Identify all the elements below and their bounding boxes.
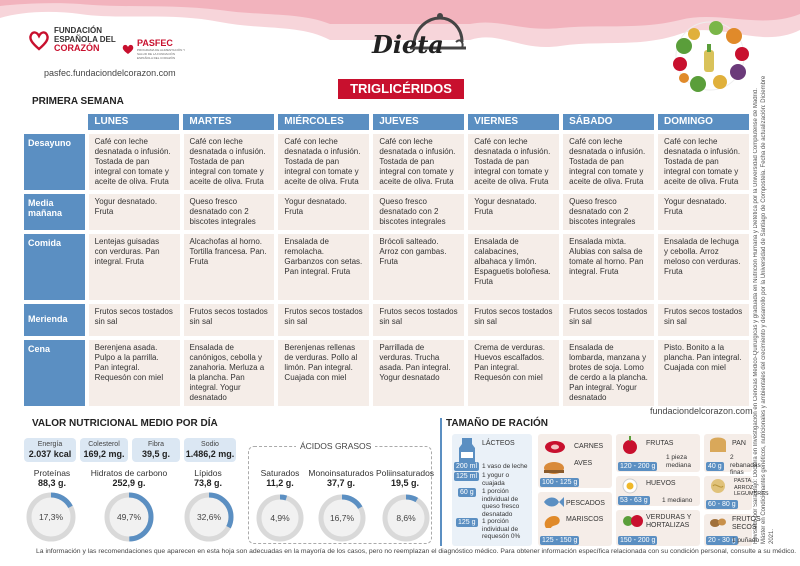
macro-label: Hidratos de carbono bbox=[90, 468, 168, 478]
donut-proteinas bbox=[26, 492, 76, 542]
bread-icon bbox=[708, 436, 728, 452]
racion-tag: 125 - 150 g bbox=[542, 537, 578, 544]
macro-value: 73,8 g. bbox=[193, 478, 222, 488]
racion-desc: 1 vaso de leche bbox=[482, 463, 528, 470]
macro-value: 88,3 g. bbox=[37, 478, 66, 488]
menu-cell: Lentejas guisadas con verduras. Pan integral. Fruta bbox=[89, 234, 180, 300]
racion-divider bbox=[440, 418, 442, 546]
apple-icon bbox=[622, 436, 638, 454]
macro-proteinas bbox=[22, 468, 82, 488]
racion-label: FRUTAS bbox=[646, 440, 674, 447]
racion-tag: 40 g bbox=[708, 463, 722, 470]
racion-tag: 60 - 80 g bbox=[708, 501, 736, 508]
racion-tag: 150 - 200 g bbox=[620, 537, 656, 544]
menu-cell: Yogur desnatado. Fruta bbox=[278, 194, 369, 230]
menu-cell: Frutos secos tostados sin sal bbox=[373, 304, 464, 336]
day-header: MIÉRCOLES bbox=[278, 114, 369, 130]
racion-title: TAMAÑO DE RACIÓN bbox=[446, 418, 549, 429]
week-title: PRIMERA SEMANA bbox=[32, 96, 124, 107]
racion-desc: 1 porción individual de queso fresco desnatado bbox=[482, 488, 520, 518]
pill-value: 2.037 kcal bbox=[28, 449, 72, 459]
menu-cell: Frutos secos tostados sin sal bbox=[658, 304, 749, 336]
diet-banner: TRIGLICÉRIDOS bbox=[338, 79, 464, 99]
macro-label: Lípidos bbox=[194, 468, 222, 478]
acid-label: Saturados bbox=[260, 468, 300, 478]
pill-label: Fibra bbox=[148, 441, 164, 448]
donut-monoinsaturados bbox=[318, 494, 366, 542]
menu-cell: Café con leche desnatada o infusión. Tostada de pan integral con tomate y aceite de oliva. Fruta bbox=[468, 134, 559, 190]
menu-cell: Ensalada de calabacines, albahaca y limón. Espaguetis boloñesa. Fruta bbox=[468, 234, 559, 300]
meal-label: Comida bbox=[24, 234, 85, 300]
acid-saturados bbox=[252, 468, 308, 488]
milk-icon bbox=[458, 438, 476, 464]
pill-fibra bbox=[132, 438, 180, 462]
pill-label: Energía bbox=[37, 441, 63, 448]
menu-cell: Parrillada de verduras. Trucha asada. Pan integral. Yogur desnatado bbox=[373, 340, 464, 406]
menu-cell: Yogur desnatado. Fruta bbox=[658, 194, 749, 230]
macro-lipidos bbox=[178, 468, 238, 488]
day-header: VIERNES bbox=[468, 114, 559, 130]
pill-value: 39,5 g. bbox=[141, 449, 170, 459]
pasfec-logo bbox=[122, 38, 187, 60]
racion-label: CARNES bbox=[574, 443, 604, 450]
pill-value: 1.486,2 mg. bbox=[185, 449, 235, 459]
meal-label: Merienda bbox=[24, 304, 85, 336]
racion-label: FRUTOS SECOS bbox=[732, 516, 761, 531]
day-header: LUNES bbox=[88, 114, 179, 130]
donut-pct-label: 8,6% bbox=[396, 513, 416, 523]
fec-line2: ESPAÑOLA DEL bbox=[54, 35, 116, 44]
donut-pct-label: 16,7% bbox=[329, 513, 355, 523]
menu-cell: Café con leche desnatada o infusión. Tostada de pan integral con tomate y aceite de oliva. Fruta bbox=[278, 134, 369, 190]
menu-cell: Café con leche desnatada o infusión. Tostada de pan integral con tomate y aceite de oliva. Fruta bbox=[184, 134, 275, 190]
racion-desc: 1 yogur o cuajada bbox=[482, 472, 510, 487]
racion-label: PASTA, ARROZ, LEGUMBRES bbox=[734, 478, 769, 497]
racion-label: PAN bbox=[732, 440, 746, 447]
menu-cell: Café con leche desnatada o infusión. Tostada de pan integral con tomate y aceite de oliva. Fruta bbox=[658, 134, 749, 190]
acid-monoinsaturados bbox=[306, 468, 376, 488]
chicken-icon bbox=[542, 458, 566, 474]
fec-line3: CORAZÓN bbox=[54, 43, 100, 53]
menu-cell: Queso fresco desnatado con 2 biscotes integrales bbox=[563, 194, 654, 230]
nuts-icon bbox=[708, 514, 728, 530]
menu-cell: Café con leche desnatada o infusión. Tostada de pan integral con tomate y aceite de oliva. Fruta bbox=[373, 134, 464, 190]
day-header: DOMINGO bbox=[658, 114, 749, 130]
menu-cell: Alcachofas al horno. Tortilla francesa. Pan. Fruta bbox=[184, 234, 275, 300]
dieta-title: Dieta bbox=[372, 30, 444, 59]
pasfec-heart-icon bbox=[122, 43, 134, 55]
meal-row-cena bbox=[24, 340, 749, 406]
acid-poliinsaturados bbox=[374, 468, 436, 488]
racion-desc: 1 porción individual de requesón 0% bbox=[482, 518, 521, 540]
racion-label: HUEVOS bbox=[646, 480, 676, 487]
menu-cell: Yogur desnatado. Fruta bbox=[89, 194, 180, 230]
day-header-row bbox=[24, 114, 749, 130]
vegetable-icon bbox=[622, 512, 644, 528]
fatty-acids-title: ÁCIDOS GRASOS bbox=[296, 441, 375, 451]
acid-value: 19,5 g. bbox=[390, 478, 419, 488]
racion-label: VERDURAS Y HORTALIZAS bbox=[646, 514, 692, 529]
menu-cell: Berenjenas rellenas de verduras. Pollo al limón. Pan integral. Cuajada con miel bbox=[278, 340, 369, 406]
racion-tag: 120 - 200 g bbox=[620, 463, 656, 470]
racion-label: PESCADOS bbox=[566, 500, 605, 507]
menu-cell: Ensalada de lombarda, manzana y brotes de soja. Lomo de cerdo a la plancha. Pan integral. Yogur desnatado bbox=[563, 340, 654, 406]
menu-cell: Café con leche desnatada o infusión. Tostada de pan integral con tomate y aceite de oliva. Fruta bbox=[563, 134, 654, 190]
donut-saturados bbox=[256, 494, 304, 542]
racion-label: LÁCTEOS bbox=[482, 440, 515, 447]
acid-value: 11,2 g. bbox=[266, 478, 294, 488]
racion-tag: 60 g bbox=[460, 489, 474, 496]
racion-tag: 200 ml bbox=[456, 463, 478, 470]
site-url-bottom[interactable]: fundaciondelcorazon.com bbox=[650, 406, 753, 416]
nutrition-title: VALOR NUTRICIONAL MEDIO POR DÍA bbox=[32, 418, 218, 429]
acid-value: 37,7 g. bbox=[326, 478, 355, 488]
meal-row-comida bbox=[24, 234, 749, 300]
header bbox=[0, 0, 800, 100]
menu-cell: Ensalada mixta. Alubias con salsa de tomate al horno. Pan integral. Fruta bbox=[563, 234, 654, 300]
meal-row-desayuno bbox=[24, 134, 749, 190]
meal-label: Media mañana bbox=[24, 194, 85, 230]
pill-colesterol bbox=[80, 438, 128, 462]
heart-icon bbox=[28, 29, 50, 51]
racion-tag: 100 - 125 g bbox=[542, 479, 578, 486]
menu-cell: Berenjena asada. Pulpo a la parrilla. Pan integral. Requesón con miel bbox=[89, 340, 180, 406]
racion-desc: 1 pieza mediana bbox=[666, 454, 691, 469]
donut-pct-label: 49,7% bbox=[116, 512, 142, 522]
menu-grid bbox=[24, 114, 749, 410]
reviewer-note: Revisado por Sara Bajo: Doctora en Investigación en Ciencias Médico-Quirúrgicas y graduada en Nutrición Humana y Dietética por la Universidad Complutense de Madrid. Máster en Condicionantes genéticos, nutricionales y ambientales del crecimiento y desarrollo por la Universidad de Santiago de Compostela. Fecha de actualización: Diciembre 2021. bbox=[753, 75, 775, 544]
donut-hidratos bbox=[104, 492, 154, 542]
menu-cell: Yogur desnatado. Fruta bbox=[468, 194, 559, 230]
shrimp-icon bbox=[542, 514, 562, 530]
menu-cell: Frutos secos tostados sin sal bbox=[89, 304, 180, 336]
menu-cell: Frutos secos tostados sin sal bbox=[278, 304, 369, 336]
donut-pct-label: 17,3% bbox=[38, 512, 64, 522]
macro-label: Proteínas bbox=[33, 468, 71, 478]
racion-label: AVES bbox=[574, 460, 593, 467]
macro-value: 252,9 g. bbox=[112, 478, 146, 488]
pill-energia bbox=[24, 438, 76, 462]
racion-tag: 125 ml bbox=[456, 473, 478, 480]
menu-cell: Queso fresco desnatado con 2 biscotes integrales bbox=[184, 194, 275, 230]
meal-label: Cena bbox=[24, 340, 85, 406]
pasfec-sub: PROGRAMA DE ALIMENTACIÓN Y SALUD DE LA FUNDACIÓN ESPAÑOLA DEL CORAZÓN bbox=[137, 48, 186, 60]
menu-cell: Frutos secos tostados sin sal bbox=[563, 304, 654, 336]
grid-corner bbox=[24, 114, 84, 130]
menu-cell: Queso fresco desnatado con 2 biscotes integrales bbox=[373, 194, 464, 230]
donut-poliinsaturados bbox=[382, 494, 430, 542]
fec-logo bbox=[28, 26, 116, 53]
menu-cell: Frutos secos tostados sin sal bbox=[184, 304, 275, 336]
menu-cell: Ensalada de canónigos, cebolla y zanahoria. Merluza a la plancha. Pan integral. Yogur desnatado bbox=[184, 340, 275, 406]
meal-row-media-manana bbox=[24, 194, 749, 230]
acid-label: Poliinsaturados bbox=[375, 468, 435, 478]
egg-icon bbox=[622, 478, 638, 494]
meal-row-merienda bbox=[24, 304, 749, 336]
pill-label: Colesterol bbox=[88, 441, 120, 448]
racion-tag: 20 - 30 g bbox=[708, 537, 736, 544]
menu-cell: Pisto. Bonito a la plancha. Pan integral. Cuajada con miel bbox=[658, 340, 749, 406]
menu-cell: Frutos secos tostados sin sal bbox=[468, 304, 559, 336]
pill-value: 169,2 mg. bbox=[83, 449, 125, 459]
pill-label: Sodio bbox=[201, 441, 219, 448]
racion-desc: 2 rebanadas finas bbox=[730, 454, 761, 476]
vegetables-icon bbox=[664, 16, 756, 98]
pill-sodio bbox=[184, 438, 236, 462]
racion-label: MARISCOS bbox=[566, 516, 604, 523]
day-header: JUEVES bbox=[373, 114, 464, 130]
meat-icon bbox=[544, 440, 566, 454]
donut-pct-label: 4,9% bbox=[270, 513, 290, 523]
racion-desc: 1 mediano bbox=[662, 497, 693, 504]
pasta-icon bbox=[708, 478, 728, 494]
racion-tag: 125 g bbox=[458, 519, 476, 526]
meal-label: Desayuno bbox=[24, 134, 85, 190]
macro-hidratos bbox=[84, 468, 174, 488]
acid-label: Monoinsaturados bbox=[308, 468, 374, 478]
donut-pct-label: 32,6% bbox=[196, 512, 222, 522]
menu-cell: Café con leche desnatada o infusión. Tostada de pan integral con tomate y aceite de oliva. Fruta bbox=[89, 134, 180, 190]
menu-cell: Crema de verduras. Huevos escalfados. Pan integral. Requesón con miel bbox=[468, 340, 559, 406]
day-header: MARTES bbox=[183, 114, 274, 130]
fec-line1: FUNDACIÓN bbox=[54, 26, 102, 35]
fish-icon bbox=[542, 496, 564, 508]
menu-cell: Brócoli salteado. Arroz con gambas. Fruta bbox=[373, 234, 464, 300]
menu-cell: Ensalada de lechuga y cebolla. Arroz meloso con verduras. Fruta bbox=[658, 234, 749, 300]
donut-lipidos bbox=[184, 492, 234, 542]
menu-cell: Ensalada de remolacha. Garbanzos con setas. Pan integral. Fruta bbox=[278, 234, 369, 300]
disclaimer: La información y las recomendaciones que aparecen en esta hoja son adecuadas en la mayoría de los casos, pero no reemplazan el diagnóstico médico. Para obtener información específica relacionada con su condición personal, consulte a su médico. bbox=[36, 548, 797, 555]
pasfec-name: PASFEC bbox=[137, 38, 173, 48]
day-header: SÁBADO bbox=[563, 114, 654, 130]
racion-desc: 1 puñado bbox=[732, 537, 760, 544]
racion-tag: 53 - 63 g bbox=[620, 497, 648, 504]
site-url[interactable]: pasfec.fundaciondelcorazon.com bbox=[44, 68, 176, 78]
